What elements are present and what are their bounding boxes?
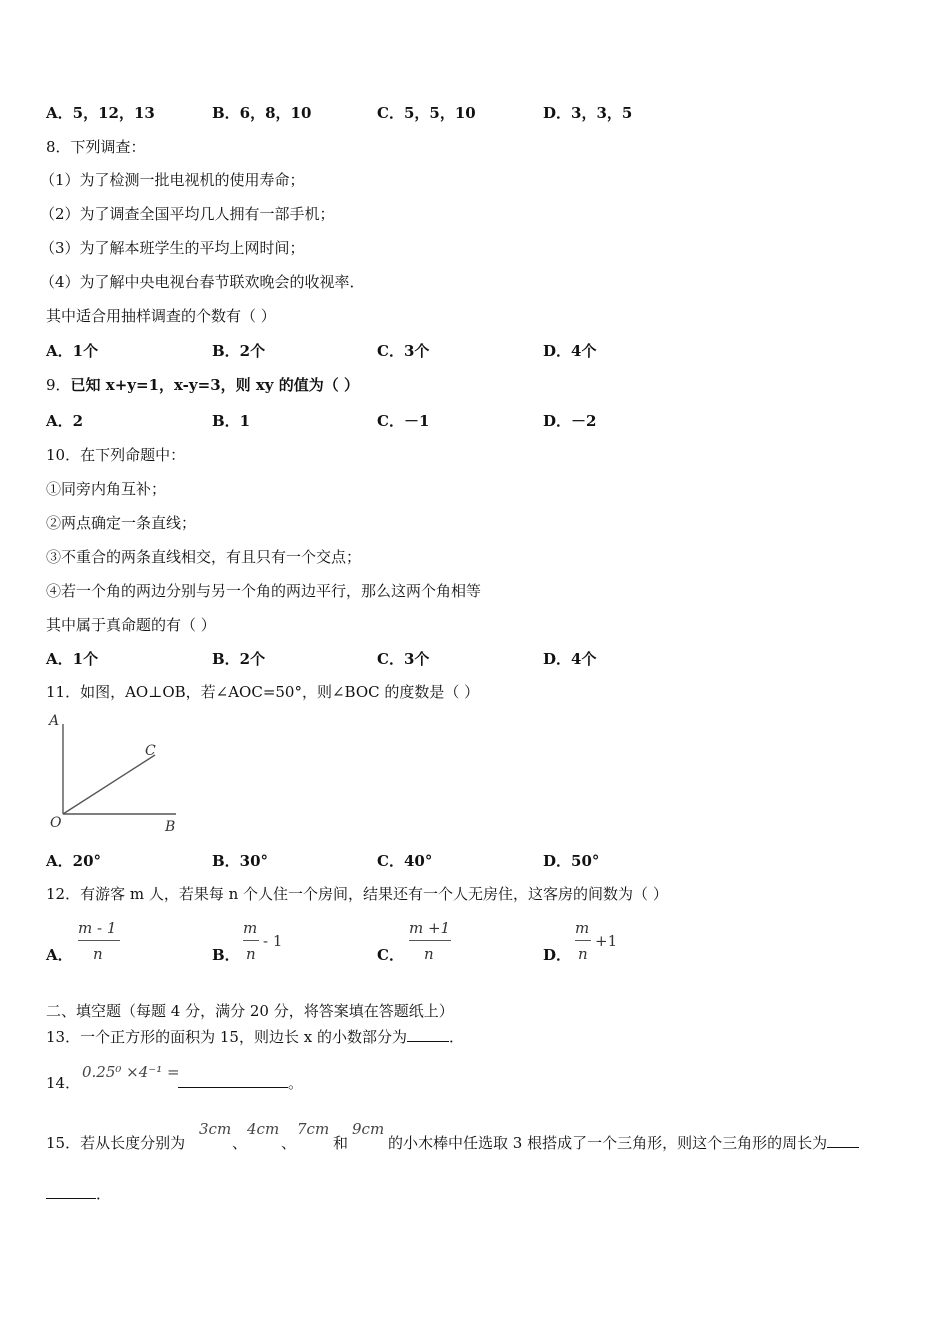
q15-sep-2: 、 — [281, 1134, 297, 1152]
q12-option-a[interactable]: A． — [46, 946, 73, 964]
q12-option-b[interactable]: B． — [212, 946, 240, 964]
q12-fraction-c — [409, 919, 454, 967]
q12-b-bar — [243, 940, 259, 941]
q8-item-3: （3）为了解本班学生的平均上网时间； — [40, 239, 305, 257]
label-o: O — [50, 815, 62, 831]
q15-length-2: 4cm — [247, 1120, 280, 1138]
q12-fraction-d — [575, 919, 625, 967]
q7-option-d[interactable]: D．3，3，5 — [543, 104, 633, 122]
q9-option-c[interactable]: C．－1 — [377, 412, 430, 430]
q14-answer-blank[interactable] — [178, 1087, 288, 1088]
q10-option-d[interactable]: D．4个 — [543, 650, 597, 668]
q10-option-c[interactable]: C．3个 — [377, 650, 430, 668]
q9-number: 9． — [46, 376, 71, 394]
q9-option-b[interactable]: B．1 — [212, 412, 251, 430]
q14-expression: 0.25⁰ ×4⁻¹ = — [82, 1063, 180, 1081]
q10-option-b[interactable]: B．2个 — [212, 650, 266, 668]
q7-option-b[interactable]: B．6，8，10 — [212, 104, 312, 122]
q13-end: ． — [448, 1028, 464, 1046]
q8-option-a[interactable]: A．1个 — [46, 342, 99, 360]
q15-length-1: 3cm — [199, 1120, 232, 1138]
q12-option-c[interactable]: C． — [377, 946, 404, 964]
q8-stem: 8．下列调查： — [46, 138, 146, 156]
q10-item-1: ①同旁内角互补； — [46, 480, 167, 498]
q11-figure — [44, 710, 184, 835]
q12-c-numerator: m +1 — [409, 919, 451, 937]
q15-sep-3: 和 — [333, 1134, 349, 1152]
q14-answer — [178, 1073, 303, 1093]
q10-question: 其中属于真命题的有（ ） — [46, 616, 216, 634]
q13-answer-blank[interactable] — [407, 1041, 449, 1042]
q15-answer-blank-end[interactable] — [46, 1198, 96, 1199]
q15-length-4: 9cm — [352, 1120, 385, 1138]
q8-question: 其中适合用抽样调查的个数有（ ） — [46, 307, 276, 325]
q14-number: 14． — [46, 1074, 81, 1092]
q13 — [46, 1027, 464, 1047]
q7-option-a[interactable]: A．5，12，13 — [46, 104, 155, 122]
q12-b-tail: - 1 — [263, 932, 283, 950]
q13-text: 13．一个正方形的面积为 15，则边长 x 的小数部分为 — [46, 1028, 407, 1046]
q10-item-3: ③不重合的两条直线相交，有且只有一个交点； — [46, 548, 362, 566]
q8-item-1: （1）为了检测一批电视机的使用寿命； — [40, 171, 305, 189]
q9-text: 已知 x+y=1，x-y=3，则 xy 的值为（ ） — [70, 376, 359, 394]
q11-option-b[interactable]: B．30° — [212, 852, 269, 870]
q15-text — [388, 1133, 859, 1153]
q10-stem: 10．在下列命题中： — [46, 446, 186, 464]
q12-c-denominator: n — [424, 945, 434, 963]
q12-fraction-a — [78, 919, 123, 967]
q15-answer-blank-start[interactable] — [827, 1147, 859, 1148]
q10-option-a[interactable]: A．1个 — [46, 650, 99, 668]
label-c: C — [145, 743, 156, 759]
q12-d-bar — [575, 940, 591, 941]
q12-d-tail: +1 — [595, 932, 618, 950]
q11-stem: 11．如图，AO⊥OB，若∠AOC=50°，则∠BOC 的度数是（ ） — [46, 683, 480, 701]
q8-item-4: （4）为了解中央电视台春节联欢晚会的收视率． — [40, 273, 365, 291]
q8-option-d[interactable]: D．4个 — [543, 342, 597, 360]
q9-option-d[interactable]: D．－2 — [543, 412, 597, 430]
q15-length-3: 7cm — [297, 1120, 330, 1138]
q8-option-b[interactable]: B．2个 — [212, 342, 266, 360]
label-b: B — [165, 819, 176, 835]
q12-a-numerator: m - 1 — [78, 919, 117, 937]
q12-b-denominator: n — [246, 945, 256, 963]
q12-a-bar — [78, 940, 120, 941]
q12-b-numerator: m — [243, 919, 258, 937]
q9-option-a[interactable]: A．2 — [46, 412, 84, 430]
q14-end: 。 — [288, 1074, 304, 1092]
q12-d-denominator: n — [578, 945, 588, 963]
q9-stem — [46, 375, 359, 395]
q15-continuation — [46, 1184, 111, 1204]
q15-end: ． — [96, 1185, 112, 1203]
q12-stem: 12．有游客 m 人，若果每 n 个人住一个房间，结果还有一个人无房住，这客房的间数为（ ） — [46, 885, 668, 903]
q12-a-denominator: n — [93, 945, 103, 963]
ray-oc — [63, 755, 155, 814]
q10-item-4: ④若一个角的两边分别与另一个角的两边平行，那么这两个角相等 — [46, 582, 482, 600]
q12-c-bar — [409, 940, 451, 941]
q11-option-a[interactable]: A．20° — [46, 852, 102, 870]
q12-fraction-b — [243, 919, 293, 967]
q12-d-numerator: m — [575, 919, 590, 937]
q10-item-2: ②两点确定一条直线； — [46, 514, 197, 532]
q7-option-c[interactable]: C．5，5，10 — [377, 104, 476, 122]
q8-item-2: （2）为了调查全国平均几人拥有一部手机； — [40, 205, 335, 223]
section-fill-in-title: 二、填空题（每题 4 分，满分 20 分，将答案填在答题纸上） — [46, 1002, 454, 1020]
q15-suffix: 的小木棒中任选取 3 根搭成了一个三角形，则这个三角形的周长为 — [388, 1134, 828, 1152]
q12-option-d[interactable]: D． — [543, 946, 572, 964]
q15-sep-1: 、 — [232, 1134, 248, 1152]
q11-option-c[interactable]: C．40° — [377, 852, 433, 870]
q15-prefix: 15．若从长度分别为 — [46, 1134, 186, 1152]
label-a: A — [49, 713, 60, 729]
q8-option-c[interactable]: C．3个 — [377, 342, 430, 360]
q11-option-d[interactable]: D．50° — [543, 852, 600, 870]
